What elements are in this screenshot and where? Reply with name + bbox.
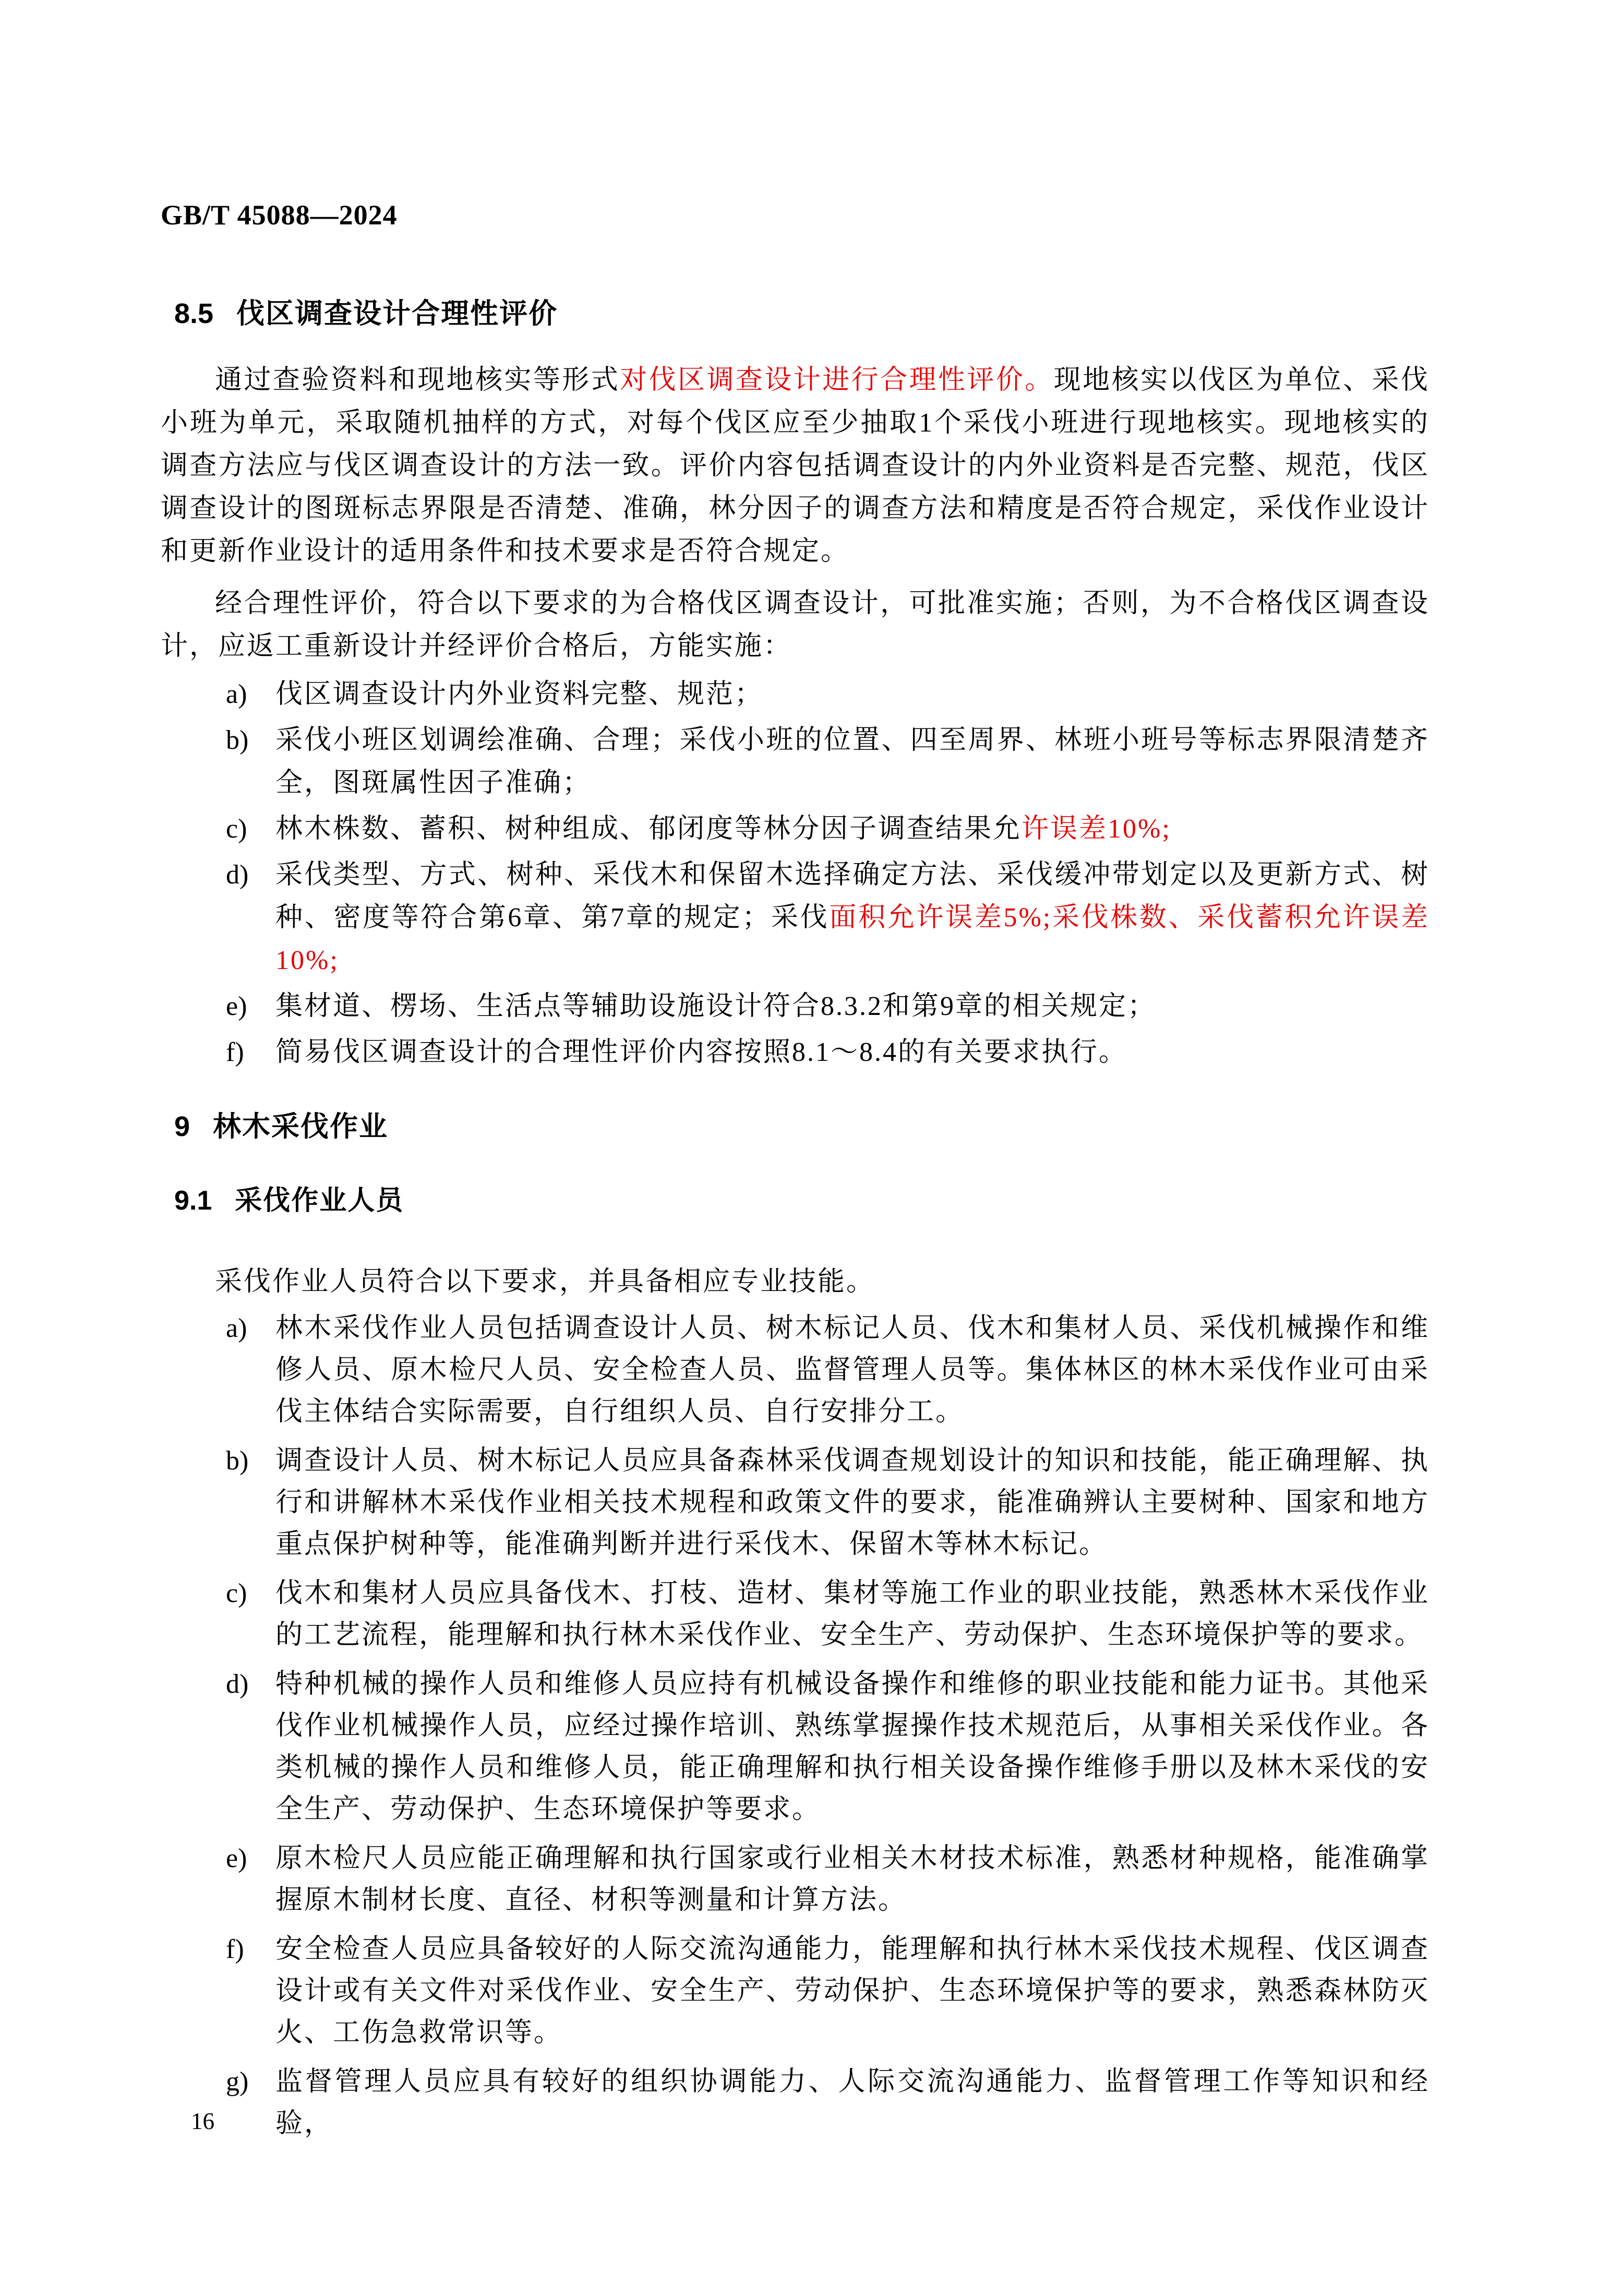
list-item [161, 719, 1429, 805]
list-item-text [275, 1844, 1429, 1915]
list-item-label: a) [226, 679, 247, 709]
list-item [161, 2061, 1429, 2145]
text-segment: 集材道、楞场、生活点等辅助设施设计符合8.3.2和第9章的相关规定； [275, 991, 1157, 1021]
section-heading-9 [174, 1110, 1429, 1143]
text-segment: 伐区调查设计内外业资料完整、规范； [275, 679, 764, 709]
list-item [161, 673, 1429, 716]
list-item-text [275, 1446, 1429, 1559]
text-segment: 调查设计人员、树木标记人员应具备森林采伐调查规划设计的知识和技能，能正确理解、执行和讲解林木采伐作业相关技术规程和政策文件的要求，能准确辨认主要树种、国家和地方重点保护树种等，能准确判断并进行采伐木、保留木等林木标记。 [275, 1446, 1429, 1559]
list-item-label: c) [226, 1578, 247, 1608]
list-item [161, 854, 1429, 982]
list-item-label: d) [226, 860, 249, 890]
list-item-text [275, 814, 1171, 844]
list-item [161, 1664, 1429, 1831]
paragraph [161, 582, 1429, 668]
paragraph [161, 359, 1429, 573]
text-segment: 林木株数、蓄积、树种组成、郁闭度等林分因子调查结果允 [275, 814, 1022, 844]
list-item-text [275, 725, 1429, 798]
list-item [161, 1573, 1429, 1656]
ordered-list-9-1 [161, 1308, 1429, 2145]
section-number: 9 [174, 1111, 190, 1142]
list-item-text [275, 2067, 1429, 2138]
section-title: 采伐作业人员 [235, 1186, 404, 1216]
list-item-label: e) [226, 991, 247, 1021]
text-segment: 伐木和集材人员应具备伐木、打枝、造材、集材等施工作业的职业技能，熟悉林木采伐作业的工艺流程，能理解和执行林木采伐作业、安全生产、劳动保护、生态环境保护等的要求。 [275, 1578, 1429, 1650]
list-item-text [275, 679, 763, 709]
text-segment: 采伐小班区划调绘准确、合理；采伐小班的位置、四至周界、林班小班号等标志界限清楚齐全，图斑属性因子准确； [275, 725, 1429, 798]
text-segment: 简易伐区调查设计的合理性评价内容按照8.1～8.4的有关要求执行。 [275, 1037, 1128, 1067]
list-item-text [275, 1037, 1127, 1067]
list-item-text [275, 1313, 1429, 1427]
text-segment: 通过查验资料和现地核实等形式 [215, 365, 620, 395]
paragraph: 采伐作业人员符合以下要求，并具备相应专业技能。 [215, 1267, 875, 1297]
list-item-label: d) [226, 1669, 249, 1699]
list-item [161, 1308, 1429, 1433]
text-segment: 经合理性评价，符合以下要求的为合格伐区调查设计，可批准实施；否则，为不合格伐区调查设计，应返工重新设计并经评价合格后，方能实施： [161, 589, 1429, 661]
list-item-label: b) [226, 725, 249, 755]
list-item-label: b) [226, 1446, 249, 1476]
section-number: 8.5 [174, 298, 214, 329]
ordered-list-8-5 [161, 673, 1429, 1074]
list-item-text [275, 991, 1156, 1021]
list-item-label: a) [226, 1313, 247, 1343]
list-item [161, 808, 1429, 851]
list-item-label: f) [226, 1037, 244, 1067]
section-title: 伐区调查设计合理性评价 [236, 298, 558, 329]
standard-document-code: GB/T 45088—2024 [161, 199, 398, 231]
list-item-label: f) [226, 1934, 244, 1964]
section-title: 林木采伐作业 [213, 1111, 389, 1142]
list-item [161, 1929, 1429, 2054]
section-number: 9.1 [174, 1186, 212, 1216]
list-item-text [275, 1934, 1429, 2048]
text-segment: 监督管理人员应具有较好的组织协调能力、人际交流沟通能力、监督管理工作等知识和经验， [275, 2067, 1429, 2138]
red-highlight-text: 许误差10%; [1022, 814, 1171, 844]
list-item [161, 1031, 1429, 1074]
list-item [161, 1838, 1429, 1921]
list-item-text [275, 1669, 1429, 1824]
page-content [161, 199, 1429, 2152]
text-segment: 采伐类型、方式、树种、采伐木和保留木选择确定方法、采伐缓冲带划定以及更新方式、树种、密度等符合第6章、第7章的规定；采伐 [275, 860, 1429, 932]
text-segment: 林木采伐作业人员包括调查设计人员、树木标记人员、伐木和集材人员、采伐机械操作和维修人员、原木检尺人员、安全检查人员、监督管理人员等。集体林区的林木采伐作业可由采伐主体结合实际需要，自行组织人员、自行安排分工。 [275, 1313, 1429, 1427]
list-item-text [275, 1578, 1429, 1650]
text-segment: 现地核实以伐区为单位、采伐小班为单元，采取随机抽样的方式，对每个伐区应至少抽取1个采伐小班进行现地核实。现地核实的调查方法应与伐区调查设计的方法一致。评价内容包括调查设计的内外业资料是否完整、规范，伐区调查设计的图斑标志界限是否清楚、准确，林分因子的调查方法和精度是否符合规定，采伐作业设计和更新作业设计的适用条件和技术要求是否符合规定。 [161, 365, 1429, 566]
list-item-text [275, 860, 1429, 975]
section-heading-9-1 [174, 1185, 1429, 1217]
list-item [161, 1440, 1429, 1565]
list-item-label: g) [226, 2067, 249, 2097]
list-item-label: e) [226, 1844, 247, 1873]
red-highlight-text: 面积允许误差5%;采伐株数、采伐蓄积允许误差10%; [275, 903, 1429, 975]
section-heading-8-5 [174, 297, 1429, 330]
red-highlight-text: 对伐区调查设计进行合理性评价。 [620, 365, 1054, 395]
list-item [161, 985, 1429, 1028]
text-segment: 原木检尺人员应能正确理解和执行国家或行业相关木材技术标准，熟悉材种规格，能准确掌握原木制材长度、直径、材积等测量和计算方法。 [275, 1844, 1429, 1915]
list-item-label: c) [226, 814, 247, 844]
text-segment: 安全检查人员应具备较好的人际交流沟通能力，能理解和执行林木采伐技术规程、伐区调查设计或有关文件对采伐作业、安全生产、劳动保护、生态环境保护等的要求，熟悉森林防灭火、工伤急救常识等。 [275, 1934, 1429, 2048]
page-number: 16 [191, 2108, 214, 2134]
text-segment: 特种机械的操作人员和维修人员应持有机械设备操作和维修的职业技能和能力证书。其他采伐作业机械操作人员，应经过操作培训、熟练掌握操作技术规范后，从事相关采伐作业。各类机械的操作人员和维修人员，能正确理解和执行相关设备操作维修手册以及林木采伐的安全生产、劳动保护、生态环境保护等要求。 [275, 1669, 1429, 1824]
